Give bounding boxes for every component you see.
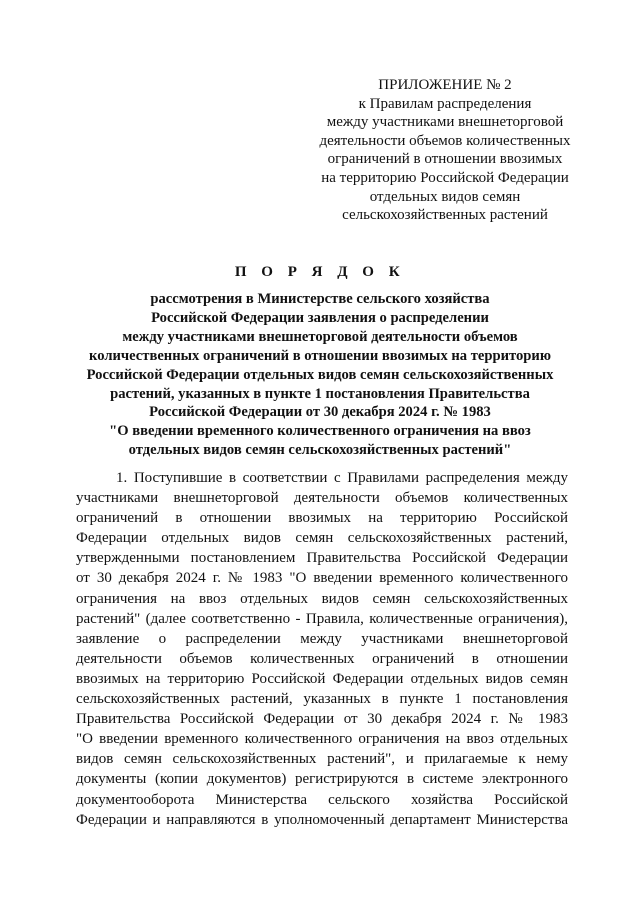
subtitle-line: отдельных видов семян сельскохозяйственных растений"	[128, 442, 512, 459]
paragraph-line: 1. Поступившие в соответствии с Правилами распределения между	[116, 470, 568, 486]
subtitle-line: Российской Федерации отдельных видов семян сельскохозяйственных	[86, 366, 554, 383]
appendix-line: сельскохозяйственных растений	[342, 207, 548, 224]
paragraph-line: Правительства Российской Федерации от 30 декабря 2024 г. № 1983	[76, 711, 568, 728]
appendix-line: отдельных видов семян	[369, 188, 521, 205]
paragraph-line: ввозимых на территорию Российской Федерации отдельных видов семян	[76, 670, 568, 687]
subtitle-line: Российской Федерации от 30 декабря 2024 г. № 1983	[149, 404, 491, 421]
subtitle-line: рассмотрения в Министерстве сельского хозяйства	[150, 291, 490, 307]
appendix-line: на территорию Российской Федерации	[321, 169, 569, 186]
appendix-line: между участниками внешнеторговой	[326, 114, 564, 131]
document-title: П О Р Я Д О К	[234, 264, 406, 280]
paragraph-line: видов семян сельскохозяйственных растений", и прилагаемые к нему	[76, 751, 568, 768]
paragraph-line: заявление о распределении между участниками внешнеторговой	[76, 630, 568, 647]
paragraph-line: ограничений в отношении ввозимых на территорию Российской	[76, 510, 568, 527]
subtitle-line: между участниками внешнеторговой деятельности объемов	[122, 328, 518, 345]
paragraph-line: Федерации и направляются в уполномоченный департамент Министерства	[76, 811, 568, 828]
subtitle-line: количественных ограничений в отношении ввозимых на территорию	[89, 347, 551, 364]
paragraph-line: Федерации отдельных видов семян сельскохозяйственных растений,	[76, 530, 568, 547]
paragraph-line: деятельности объемов количественных ограничений в отношении	[76, 650, 568, 667]
appendix-header	[300, 76, 590, 225]
document-subtitle	[60, 290, 580, 460]
appendix-line: ограничений в отношении ввозимых	[327, 151, 563, 168]
paragraph-1	[76, 468, 568, 830]
paragraph-line: растений" (далее соответственно - Правила, количественные ограничения),	[76, 610, 568, 627]
paragraph-line: документооборота Министерства сельского хозяйства Российской	[76, 791, 568, 808]
appendix-line: ПРИЛОЖЕНИЕ № 2	[378, 77, 512, 93]
subtitle-line: "О введении временного количественного ограничения на ввоз	[109, 423, 531, 440]
appendix-line: деятельности объемов количественных	[319, 132, 571, 149]
paragraph-line: ограничения на ввоз отдельных видов семян сельскохозяйственных	[76, 590, 568, 607]
paragraph-line: утвержденными постановлением Правительства Российской Федерации	[76, 550, 568, 567]
subtitle-line: растений, указанных в пункте 1 постановления Правительства	[110, 385, 530, 402]
paragraph-line: сельскохозяйственных растений, указанных в пункте 1 постановления	[76, 691, 568, 708]
appendix-line: к Правилам распределения	[358, 95, 532, 112]
paragraph-line: "О введении временного количественного ограничения на ввоз отдельных	[76, 731, 568, 748]
paragraph-line: документы (копии документов) регистрируются в системе электронного	[76, 771, 568, 788]
paragraph-line: участниками внешнеторговой деятельности объемов количественных	[76, 490, 568, 507]
paragraph-line: от 30 декабря 2024 г. № 1983 "О введении временного количественного	[76, 570, 568, 587]
subtitle-line: Российской Федерации заявления о распределении	[151, 309, 489, 326]
